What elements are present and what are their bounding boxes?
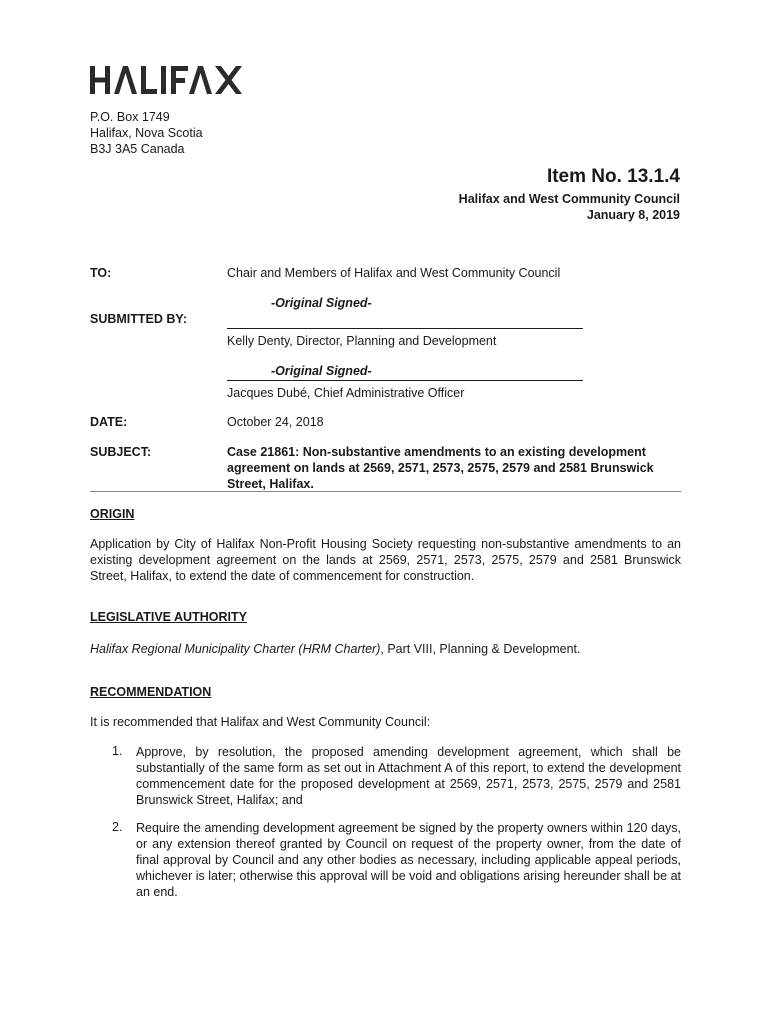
charter-title: Halifax Regional Municipality Charter (HRM Charter) xyxy=(90,642,381,656)
address-line: P.O. Box 1749 xyxy=(90,110,170,124)
list-number: 2. xyxy=(112,820,123,834)
recommendation-item: Approve, by resolution, the proposed amending development agreement, which shall be substantially of the same form as set out in Attachment A of this report, to extend the development commencement date for the proposed development at 2569, 2571, 2573, 2575, 2579 and 2581 Brunswick Street, Halifax; and xyxy=(136,745,681,807)
address-line: B3J 3A5 Canada xyxy=(90,142,185,156)
council-block xyxy=(459,191,680,223)
signature-line xyxy=(227,380,583,381)
divider xyxy=(90,491,681,492)
signature-line xyxy=(227,328,583,329)
date-value: October 24, 2018 xyxy=(227,415,324,429)
date-label: DATE: xyxy=(90,415,128,429)
legislative-heading: LEGISLATIVE AUTHORITY xyxy=(90,610,247,624)
halifax-logo xyxy=(90,64,242,96)
mailing-address xyxy=(90,109,203,157)
subject-label: SUBJECT: xyxy=(90,445,152,459)
origin-heading: ORIGIN xyxy=(90,507,135,521)
signer-name: Jacques Dubé, Chief Administrative Officer xyxy=(227,386,465,400)
recommendation-intro: It is recommended that Halifax and West Community Council: xyxy=(90,715,431,729)
item-number: Item No. 13.1.4 xyxy=(546,166,680,187)
subject-value: Case 21861: Non-substantive amendments to an existing development agreement on lands at 2569, 2571, 2573, 2575, 2579 and 2581 Brunswick Street, Halifax. xyxy=(227,445,654,491)
submitted-by-label: SUBMITTED BY: xyxy=(90,312,187,326)
legislative-text xyxy=(90,641,681,657)
recommendation-heading: RECOMMENDATION xyxy=(90,685,212,699)
original-signed-note: -Original Signed- xyxy=(271,296,372,310)
origin-text: Application by City of Halifax Non-Profit Housing Society requesting non-substantive amendments to an existing development agreement on the lands at 2569, 2571, 2573, 2575, 2579 and 2581 Brunswick Street, Halifax, to extend the date of commencement for construction. xyxy=(90,537,681,583)
signer-name: Kelly Denty, Director, Planning and Development xyxy=(227,334,497,348)
original-signed-note: -Original Signed- xyxy=(271,364,372,378)
recommendation-item: Require the amending development agreement be signed by the property owners within 120 days, or any extension thereof granted by Council on request of the property owner, from the date of final approval by Council and any other bodies as necessary, including applicable appeal periods, whichever is later; otherwise this approval will be void and obligations arising hereunder shall be at an end. xyxy=(136,821,681,899)
to-label: TO: xyxy=(90,266,112,280)
council-name: Halifax and West Community Council xyxy=(458,192,680,206)
to-value: Chair and Members of Halifax and West Community Council xyxy=(227,266,561,280)
charter-reference: , Part VIII, Planning & Development. xyxy=(380,642,581,656)
meeting-date: January 8, 2019 xyxy=(586,208,680,222)
address-line: Halifax, Nova Scotia xyxy=(90,126,203,140)
list-number: 1. xyxy=(112,744,123,758)
